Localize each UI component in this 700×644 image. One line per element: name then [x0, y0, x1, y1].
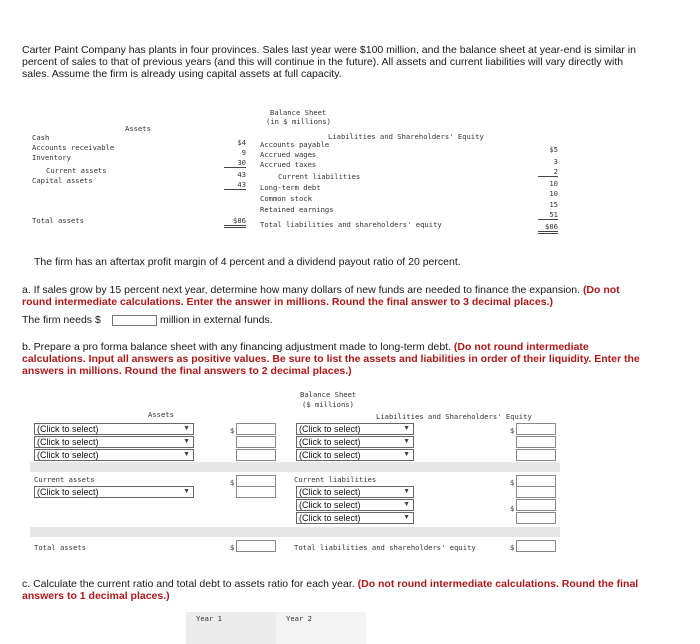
intro-line-1: Carter Paint Company has plants in four provinces. Sales last year were $100 million, and the balance sheet at year-end is similar in	[22, 44, 636, 56]
bs1-asset-label: Accounts receivable	[32, 143, 115, 152]
asset-value-input[interactable]	[236, 423, 276, 435]
bs1-liab-label: Current liabilities	[278, 172, 361, 181]
equity-value-input[interactable]	[516, 512, 556, 524]
liability-value-input[interactable]	[516, 449, 556, 461]
chevron-down-icon: ▼	[183, 438, 190, 445]
part-c-question: c. Calculate the current ratio and total debt to assets ratio for each year.	[22, 578, 355, 590]
bs1-asset-value: $4	[237, 138, 246, 147]
part-a-needs-suffix: million in external funds.	[160, 314, 273, 326]
equity-select[interactable]: (Click to select) ▼	[296, 512, 414, 524]
bs1-total-assets-label: Total assets	[32, 216, 84, 225]
bs1-assets-header: Assets	[125, 124, 151, 133]
asset-value-input[interactable]	[236, 436, 276, 448]
total-assets-label: Total assets	[34, 543, 86, 552]
liability-value-input[interactable]	[516, 436, 556, 448]
equity-select[interactable]: (Click to select) ▼	[296, 486, 414, 498]
bs1-asset-value: 30	[224, 158, 246, 168]
asset-select[interactable]: (Click to select) ▼	[34, 436, 194, 448]
bs2-assets-header: Assets	[148, 410, 174, 419]
bs1-liab-value: 10	[549, 189, 558, 198]
total-le-input[interactable]	[516, 540, 556, 552]
current-assets-label: Current assets	[34, 475, 95, 484]
intro-line-2: percent of sales to that of previous years (and this will continue in the future). All assets and current liabilities will vary directly with	[22, 56, 624, 68]
equity-select[interactable]: (Click to select) ▼	[296, 499, 414, 511]
dollar-sign: $	[230, 426, 235, 435]
bs2-le-header: Liabilities and Shareholders' Equity	[376, 412, 532, 421]
part-b-instruction-1: (Do not round intermediate	[453, 341, 589, 353]
firm-profit-text: The firm has an aftertax profit margin of 4 percent and a dividend payout ratio of 20 percent.	[34, 256, 461, 268]
bs1-liab-label: Long-term debt	[260, 183, 321, 192]
dollar-sign: $	[510, 478, 515, 487]
bs1-title: Balance Sheet	[270, 108, 327, 117]
asset-select[interactable]: (Click to select) ▼	[34, 423, 194, 435]
bs1-le-header: Liabilities and Shareholders' Equity	[328, 132, 484, 141]
current-liabilities-label: Current liabilities	[294, 475, 377, 484]
external-funds-input[interactable]	[112, 315, 157, 326]
bs1-asset-label: Cash	[32, 133, 50, 142]
bs1-liab-value: 3	[553, 157, 558, 166]
part-c-instruction-2: answers to 1 decimal places.)	[22, 590, 170, 602]
liability-select[interactable]: (Click to select) ▼	[296, 423, 414, 435]
part-a-instruction-2: round intermediate calculations. Enter the answer in millions. Round the final answer to 3 decimal places.)	[22, 296, 553, 308]
bs1-liab-value: $5	[549, 145, 558, 154]
asset-select[interactable]: (Click to select) ▼	[34, 486, 194, 498]
bs1-liab-label: Retained earnings	[260, 205, 334, 214]
year-1-header: Year 1	[196, 614, 222, 623]
dollar-sign: $	[230, 478, 235, 487]
year-2-header: Year 2	[286, 614, 312, 623]
chevron-down-icon: ▼	[403, 488, 410, 495]
liability-value-input[interactable]	[516, 423, 556, 435]
chevron-down-icon: ▼	[183, 488, 190, 495]
chevron-down-icon: ▼	[183, 451, 190, 458]
bs1-liab-value: 15	[549, 200, 558, 209]
part-b-instruction-3: answers in millions. Round the final answers to 2 decimal places.)	[22, 365, 352, 377]
equity-value-input[interactable]	[516, 499, 556, 511]
part-a-instruction-1: (Do not	[582, 284, 620, 296]
dollar-sign: $	[230, 543, 235, 552]
chevron-down-icon: ▼	[403, 451, 410, 458]
total-assets-input[interactable]	[236, 540, 276, 552]
equity-value-input[interactable]	[516, 486, 556, 498]
dollar-sign: $	[510, 504, 515, 513]
part-a-line-1	[22, 284, 682, 296]
bs1-subtitle: (in $ millions)	[266, 117, 331, 126]
chevron-down-icon: ▼	[183, 425, 190, 432]
asset-select[interactable]: (Click to select) ▼	[34, 449, 194, 461]
bs1-asset-value: 43	[224, 180, 246, 190]
bs1-liab-value: 10	[549, 179, 558, 188]
bs1-liab-label: Accrued wages	[260, 150, 317, 159]
bs2-title: Balance Sheet	[300, 390, 357, 399]
part-a-question: a. If sales grow by 15 percent next year, determine how many dollars of new funds are needed to finance the expansion.	[22, 284, 581, 296]
bs1-total-le-label: Total liabilities and shareholders' equity	[260, 220, 442, 229]
intro-line-3: sales. Assume the firm is already using capital assets at full capacity.	[22, 68, 342, 80]
bs1-liab-value: 51	[538, 210, 558, 220]
part-b-question: b. Prepare a pro forma balance sheet with any financing adjustment made to long-term debt.	[22, 341, 451, 353]
bs1-total-le-value: $86	[538, 222, 558, 234]
bs1-asset-label: Inventory	[32, 153, 71, 162]
part-b-instruction-2: calculations. Input all answers as positive values. Be sure to list the assets and liabilities in order of their liquidity. Enter the	[22, 353, 640, 365]
bs1-asset-value: 43	[237, 170, 246, 179]
asset-value-input[interactable]	[236, 486, 276, 498]
liability-select[interactable]: (Click to select) ▼	[296, 449, 414, 461]
total-le-label: Total liabilities and shareholders' equity	[294, 543, 476, 552]
dollar-sign: $	[510, 426, 515, 435]
part-c-instruction-1: (Do not round intermediate calculations. Round the final	[357, 578, 639, 590]
asset-value-input[interactable]	[236, 449, 276, 461]
shaded-row	[30, 462, 560, 472]
bs1-asset-label: Capital assets	[32, 176, 93, 185]
bs1-total-assets-value: $86	[224, 216, 246, 228]
shaded-row	[30, 527, 560, 537]
bs1-liab-label: Accounts payable	[260, 140, 330, 149]
dollar-sign: $	[510, 543, 515, 552]
bs1-liab-label: Accrued taxes	[260, 160, 317, 169]
bs2-subtitle: ($ millions)	[302, 400, 354, 409]
liability-select[interactable]: (Click to select) ▼	[296, 436, 414, 448]
bs1-asset-value: 9	[241, 148, 246, 157]
bs1-asset-label: Current assets	[46, 166, 107, 175]
chevron-down-icon: ▼	[403, 514, 410, 521]
chevron-down-icon: ▼	[403, 501, 410, 508]
chevron-down-icon: ▼	[403, 438, 410, 445]
chevron-down-icon: ▼	[403, 425, 410, 432]
bs1-liab-label: Common stock	[260, 194, 312, 203]
part-a-needs-prefix: The firm needs $	[22, 314, 101, 326]
bs1-liab-value: 2	[538, 167, 558, 177]
